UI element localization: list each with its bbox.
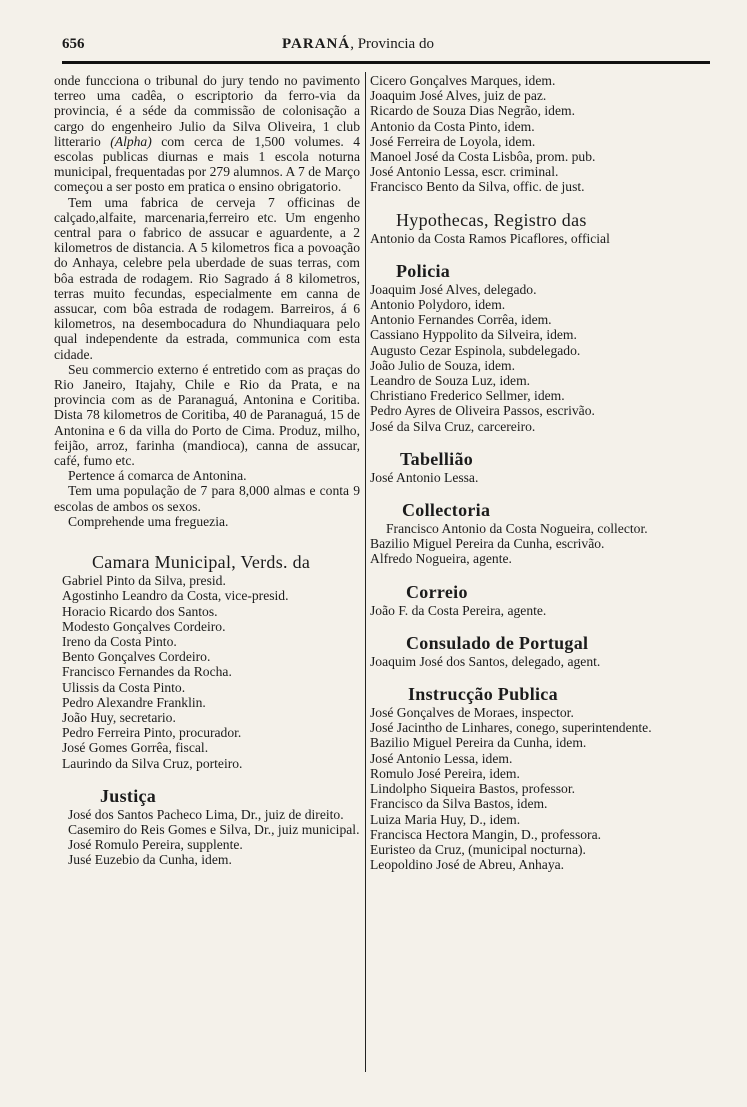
list-item: Francisco da Silva Bastos, idem. (370, 796, 548, 812)
list-item: Euristeo da Cruz, (municipal nocturna). (370, 841, 586, 857)
left-column (54, 73, 360, 868)
list-item: Pedro Ferreira Pinto, procurador. (62, 725, 242, 741)
section-title-justica: Justiça (100, 785, 157, 806)
list-item: José Gonçalves de Moraes, inspector. (370, 705, 574, 721)
camara-list (54, 573, 360, 771)
list-item: Ireno da Costa Pinto. (62, 633, 177, 649)
paragraph-comarca: Pertence á comarca de Antonina. (68, 468, 247, 484)
section-title-tabelliao: Tabellião (400, 448, 474, 469)
list-item: Leandro de Souza Luz, idem. (370, 373, 531, 389)
list-item: Augusto Cezar Espinola, subdelegado. (370, 342, 581, 358)
list-item: João F. da Costa Pereira, agente. (370, 602, 547, 618)
list-item: Cicero Gonçalves Marques, idem. (370, 73, 556, 88)
list-item: Joaquim José Alves, delegado. (370, 281, 537, 297)
list-item: Horacio Ricardo dos Santos. (62, 603, 218, 619)
list-item: José Gomes Gorrêa, fiscal. (62, 740, 209, 756)
list-item: Francisco Antonio da Costa Nogueira, collector. (386, 521, 648, 537)
paragraph-intro-text: onde funcciona o tribunal do jury tendo no pavimento terreo uma cadêa, o escriptorio da ferro-via da provincia, é a séde da commissão de colonisação a cargo do engenheiro Julio da Silva Oliveira, 1 club litterario (54, 73, 360, 149)
list-item: José Ferreira de Loyola, idem. (370, 133, 536, 149)
list-item: Luiza Maria Huy, D., idem. (370, 811, 521, 827)
list-item: Antonio Polydoro, idem. (370, 297, 506, 313)
list-item: Manoel José da Costa Lisbôa, prom. pub. (370, 149, 596, 165)
right-column (370, 73, 690, 872)
section-title-consulado: Consulado de Portugal (406, 632, 589, 653)
list-item: Pedro Alexandre Franklin. (62, 694, 206, 710)
list-item: José da Silva Cruz, carcereiro. (370, 418, 536, 434)
list-item: José Antonio Lessa. (370, 469, 479, 485)
paragraph-commerce: Seu commercio externo é entretido com as praças do Rio Janeiro, Itajahy, Chile e Rio da Prata, e na provincia com as de Paranaguá, Antonina e Coritiba. Dista 78 kilometros de Coritiba, 40 de Paranaguá, 15 de Antonina e 6 da villa do Porto de Cima. Produz, milho, feijão, arroz, farinha (mandioca), canna de assucar, café, fumo etc. (54, 361, 360, 469)
list-item: Ricardo de Souza Dias Negrão, idem. (370, 103, 575, 119)
list-item: Ulissis da Costa Pinto. (62, 679, 186, 695)
list-item: Christiano Frederico Sellmer, idem. (370, 388, 565, 404)
section-title-correio: Correio (406, 581, 468, 602)
paragraph-industry: Tem uma fabrica de cerveja 7 officinas de calçado,alfaite, marcenaria,ferreiro etc. Um engenho central para o fabrico de assucar e aguardente, a 2 kilometros de distancia. A 5 kilometros fica a povoação do Anhaya, celebre pela uberdade de suas terras, com bôa estrada de rodagem. Rio Sagrado á 8 kilometros, terras muito fecundas, especialmente em canna de assucar, com bôa estrada de rodagem. Barreiros, á 6 kilometros, na desembocadura do Nhundiaquara pelo qual independente da estrada, communica com esta cidade. (54, 194, 360, 362)
section-title-instruccao: Instrucção Publica (408, 684, 558, 705)
list-item: Laurindo da Silva Cruz, porteiro. (62, 755, 243, 771)
paragraph-freguezia: Comprehende uma freguezia. (68, 513, 229, 529)
list-item: Jusé Euzebio da Cunha, idem. (68, 852, 232, 868)
list-item: Bazilio Miguel Pereira da Cunha, idem. (370, 735, 587, 751)
list-item: Modesto Gonçalves Cordeiro. (62, 618, 226, 634)
list-item: José Romulo Pereira, supplente. (68, 837, 243, 853)
list-item: Agostinho Leandro da Costa, vice-presid. (62, 588, 289, 604)
running-title-state: PARANÁ (282, 36, 351, 52)
list-item: Lindolpho Siqueira Bastos, professor. (370, 781, 576, 797)
section-title-camara: Camara Municipal, Verds. da (92, 552, 311, 573)
list-item: José Antonio Lessa, escr. criminal. (370, 164, 559, 180)
list-item: Pedro Ayres de Oliveira Passos, escrivão. (370, 403, 595, 419)
list-item: Francisca Hectora Mangin, D., professora. (370, 826, 602, 842)
running-title-suffix: , Provincia do (350, 36, 434, 52)
list-item: Antonio Fernandes Corrêa, idem. (370, 312, 552, 328)
list-item: João Julio de Souza, idem. (370, 357, 515, 373)
list-item: Joaquim José Alves, juiz de paz. (370, 88, 547, 104)
paragraph-population: Tem uma população de 7 para 8,000 almas e conta 9 escolas de ambos os sexos. (54, 483, 360, 514)
list-item: Francisco Fernandes da Rocha. (62, 664, 232, 680)
list-item: Leopoldino José de Abreu, Anhaya. (370, 857, 565, 873)
list-item: Francisco Bento da Silva, offic. de just. (370, 179, 585, 195)
list-item: Casemiro do Reis Gomes e Silva, Dr., juiz municipal. (68, 821, 360, 837)
list-item: Romulo José Pereira, idem. (370, 765, 520, 781)
header-rule (62, 61, 710, 64)
list-item: Alfredo Nogueira, agente. (370, 551, 512, 567)
section-title-policia: Policia (396, 260, 451, 281)
section-title-hypothecas: Hypothecas, Registro das (396, 209, 587, 230)
paragraph-intro-cont: com cerca de 1,500 volumes. 4 escolas publicas diurnas e mais 1 escola noturna municipal, frequentadas por 279 alumnos. A 7 de Março começou a ser posto em pratica o ensino obrigatorio. (54, 133, 360, 195)
list-item: João Huy, secretario. (62, 709, 176, 725)
collectoria-list (370, 521, 690, 567)
section-title-collectoria: Collectoria (402, 500, 491, 521)
running-title (282, 36, 434, 53)
club-name: (Alpha) (110, 133, 152, 149)
list-item: Antonio da Costa Pinto, idem. (370, 118, 535, 134)
list-item: Antonio da Costa Ramos Picaflores, official (370, 230, 610, 246)
list-item: Bazilio Miguel Pereira da Cunha, escrivão. (370, 536, 605, 552)
list-item: José Jacintho de Linhares, conego, superintendente. (370, 720, 652, 736)
column-divider (365, 72, 366, 1072)
list-item: Gabriel Pinto da Silva, presid. (62, 573, 226, 589)
instruccao-list (370, 705, 690, 872)
policia-list (370, 282, 690, 434)
paragraph-intro (54, 73, 360, 195)
list-item: José Antonio Lessa, idem. (370, 750, 513, 766)
list-item: Cassiano Hyppolito da Silveira, idem. (370, 327, 577, 343)
judges-list (370, 73, 690, 195)
list-item: José dos Santos Pacheco Lima, Dr., juiz de direito. (68, 806, 344, 822)
justica-list (54, 807, 360, 868)
list-item: Bento Gonçalves Cordeiro. (62, 649, 211, 665)
list-item: Joaquim José dos Santos, delegado, agent. (370, 653, 601, 669)
page-header (62, 36, 710, 60)
page-number: 656 (62, 36, 85, 52)
